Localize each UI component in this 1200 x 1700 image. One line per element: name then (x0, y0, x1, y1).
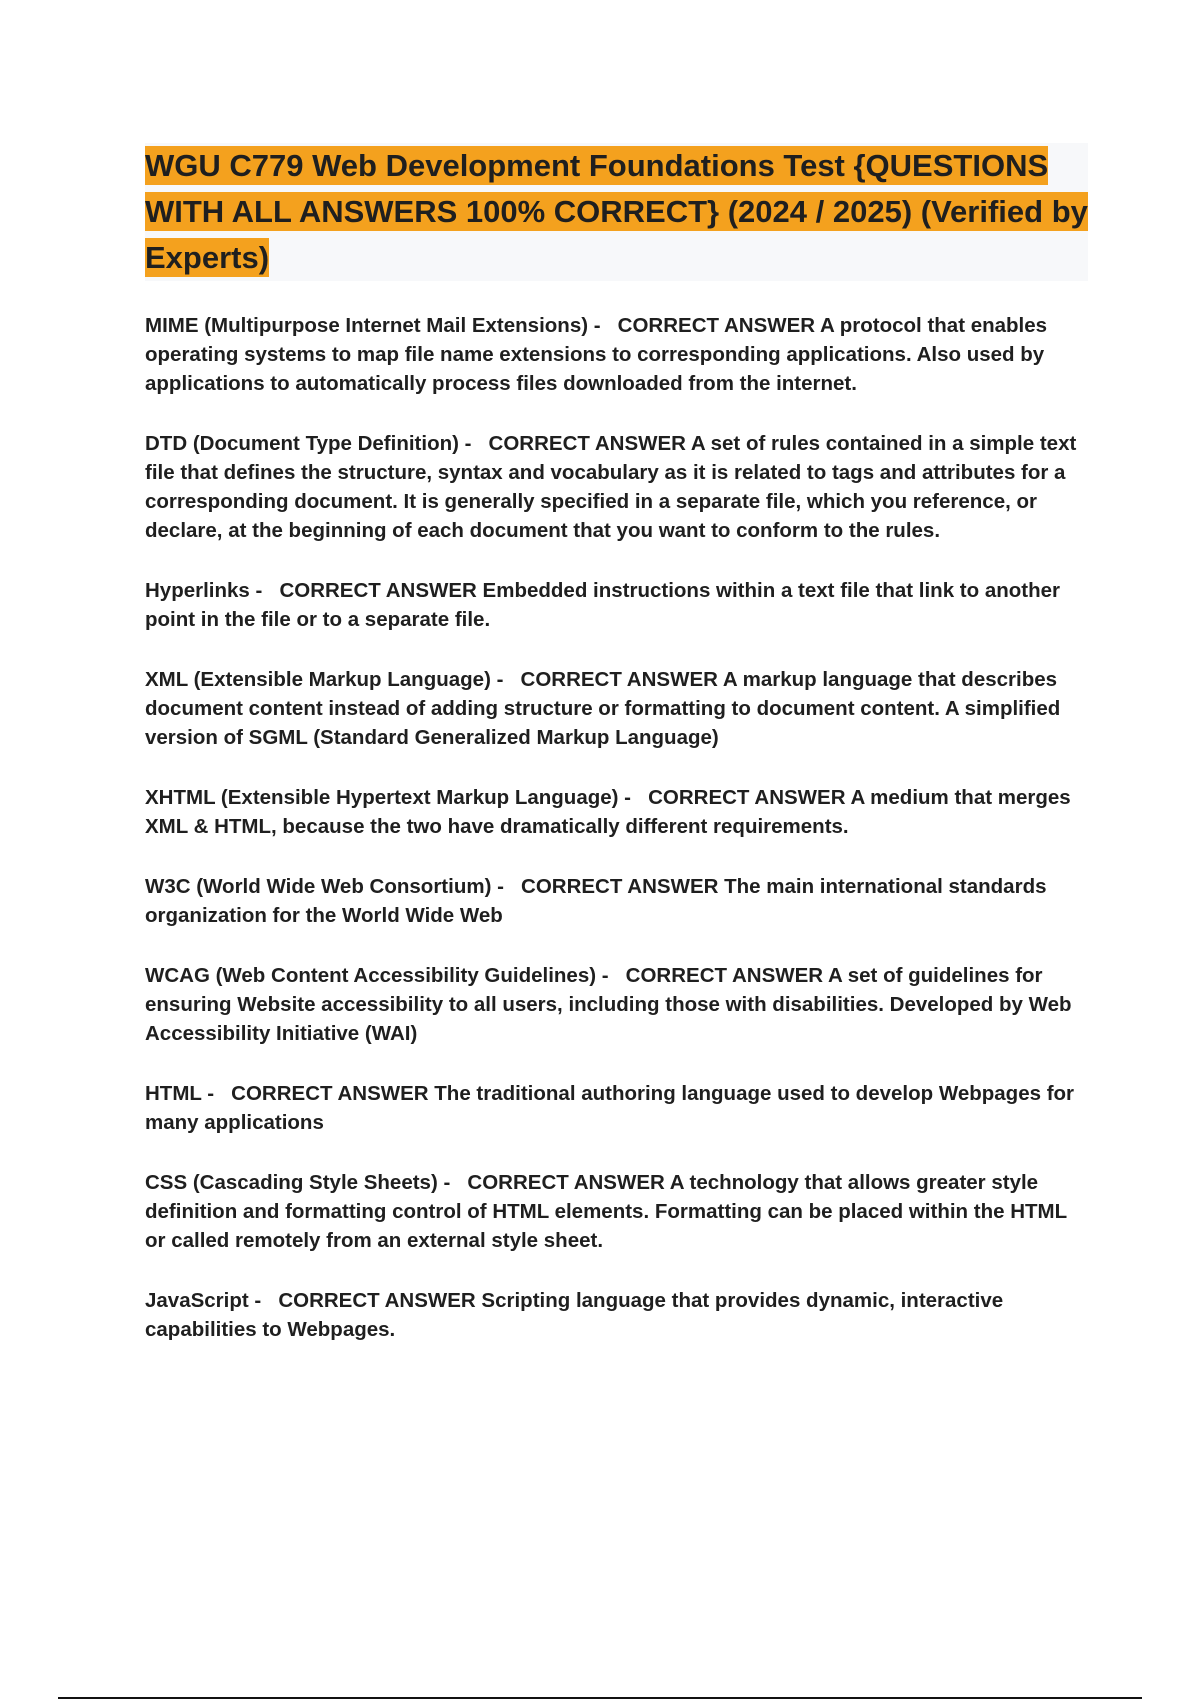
title-block (145, 143, 1088, 281)
page-bottom-rule (58, 1697, 1142, 1699)
entry-answer: The traditional authoring language used to develop Webpages for many applications (145, 1082, 1075, 1134)
entry-term: JavaScript (145, 1289, 249, 1312)
correct-answer-label: CORRECT ANSWER (467, 1171, 665, 1194)
entry-term: Hyperlinks (145, 579, 250, 602)
correct-answer-label: CORRECT ANSWER (231, 1082, 429, 1105)
qa-list (145, 311, 1085, 1375)
qa-entry (145, 429, 1085, 545)
correct-answer-label: CORRECT ANSWER (521, 875, 719, 898)
entry-term: XML (Extensible Markup Language) (145, 668, 491, 691)
entry-term: MIME (Multipurpose Internet Mail Extensions) (145, 314, 589, 337)
correct-answer-label: CORRECT ANSWER (648, 786, 846, 809)
qa-entry (145, 872, 1085, 930)
entry-separator: - (248, 1289, 279, 1312)
entry-term: XHTML (Extensible Hypertext Markup Language) (145, 786, 619, 809)
entry-term: W3C (World Wide Web Consortium) (145, 875, 492, 898)
document-title (145, 143, 1088, 281)
correct-answer-label: CORRECT ANSWER (279, 579, 477, 602)
entry-answer: The main international standards organization for the World Wide Web (145, 875, 1047, 927)
entry-separator: - (201, 1082, 232, 1105)
entry-separator: - (491, 875, 522, 898)
entry-term: HTML (145, 1082, 202, 1105)
qa-entry (145, 961, 1085, 1048)
document-title-text: WGU C779 Web Development Foundations Test {QUESTIONS WITH ALL ANSWERS 100% CORRECT} (2024 / 2025) (Verified by Experts) (145, 148, 1088, 275)
correct-answer-label: CORRECT ANSWER (278, 1289, 476, 1312)
entry-separator: - (249, 579, 280, 602)
qa-entry (145, 1079, 1085, 1137)
correct-answer-label: CORRECT ANSWER (520, 668, 718, 691)
entry-separator: - (596, 964, 626, 987)
correct-answer-label: CORRECT ANSWER (625, 964, 824, 987)
qa-entry (145, 576, 1085, 634)
entry-answer: A protocol that enables operating systems to map file name extensions to corresponding applications. Also used by applications to automatically process files downloaded from the internet. (145, 314, 1048, 395)
entry-separator: - (618, 786, 649, 809)
correct-answer-label: CORRECT ANSWER (617, 314, 816, 337)
entry-answer: Scripting language that provides dynamic, interactive capabilities to Webpages. (145, 1289, 1004, 1341)
entry-separator: - (437, 1171, 468, 1194)
entry-answer: A medium that merges XML & HTML, because the two have dramatically different requirements. (145, 786, 1071, 838)
entry-term: WCAG (Web Content Accessibility Guidelines) (145, 964, 597, 987)
entry-separator: - (588, 314, 618, 337)
entry-answer: Embedded instructions within a text file that link to another point in the file or to a separate file. (145, 579, 1061, 631)
correct-answer-label: CORRECT ANSWER (488, 432, 686, 455)
entry-separator: - (490, 668, 521, 691)
entry-answer: A markup language that describes document content instead of adding structure or formatting to document content. A simplified version of SGML (Standard Generalized Markup Language) (145, 668, 1061, 749)
qa-entry (145, 783, 1085, 841)
qa-entry (145, 1168, 1085, 1255)
qa-entry (145, 1286, 1085, 1344)
entry-answer: A set of rules contained in a simple text file that defines the structure, syntax and vocabulary as it is related to tags and attributes for a corresponding document. It is generally specified in a separate file, which you reference, or declare, at the beginning of each document that you want to conform to the rules. (145, 432, 1077, 542)
entry-separator: - (458, 432, 489, 455)
qa-entry (145, 665, 1085, 752)
qa-entry (145, 311, 1085, 398)
entry-term: CSS (Cascading Style Sheets) (145, 1171, 438, 1194)
entry-answer: A technology that allows greater style definition and formatting control of HTML elements. Formatting can be placed within the HTML or called remotely from an external style sheet. (145, 1171, 1067, 1252)
entry-term: DTD (Document Type Definition) (145, 432, 459, 455)
entry-answer: A set of guidelines for ensuring Website accessibility to all users, including those with disabilities. Developed by Web Accessibility Initiative (WAI) (145, 964, 1072, 1045)
